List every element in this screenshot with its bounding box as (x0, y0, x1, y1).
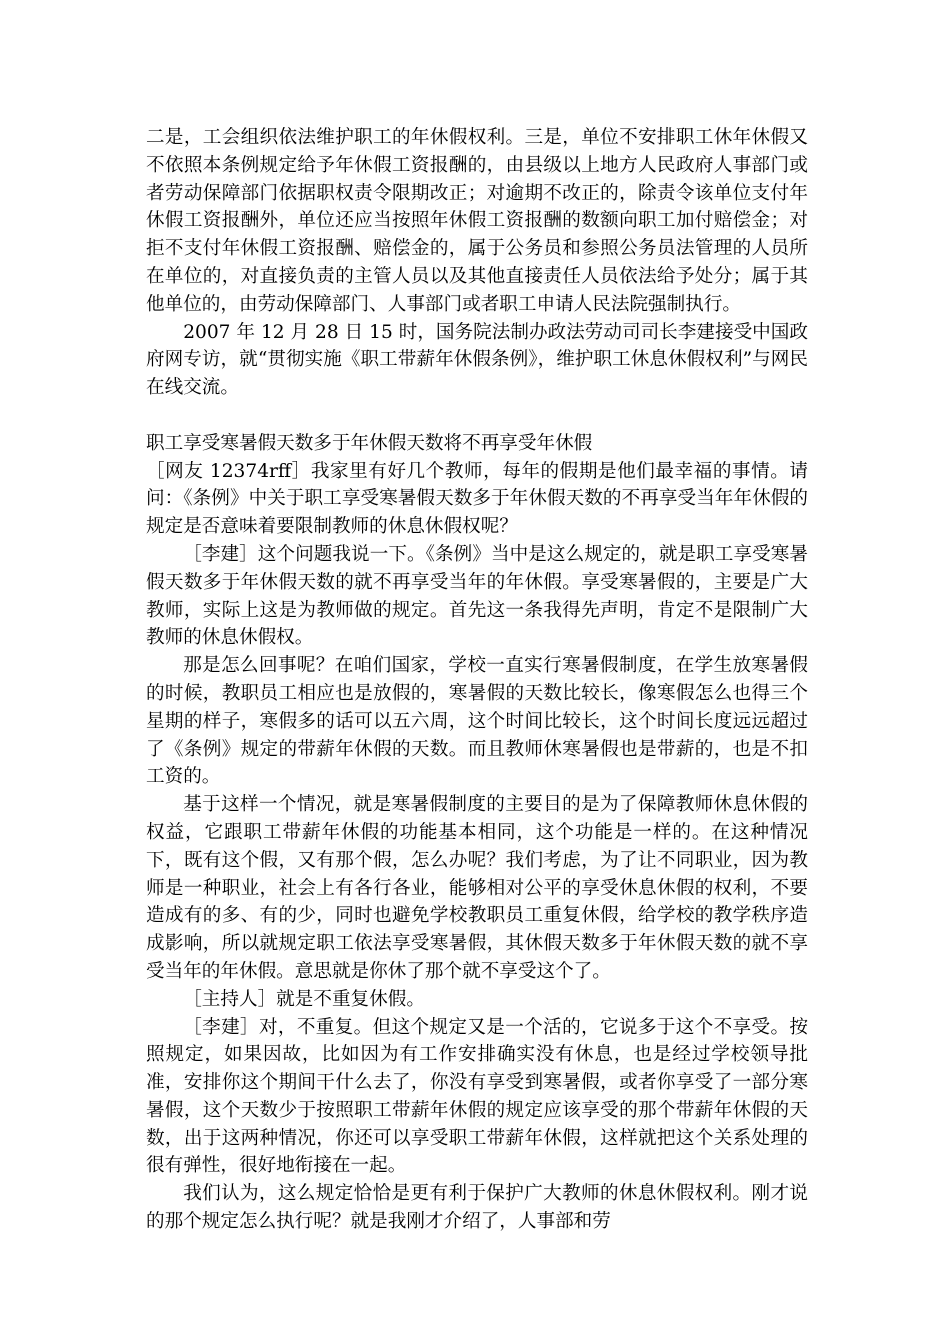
paragraph-host: ［主持人］就是不重复休假。 (183, 988, 425, 1010)
paragraph-answer-3: 基于这样一个情况，就是寒暑假制度的主要目的是为了保障教师休息休假的权益，它跟职工带薪年休假的功能基本相同，这个功能是一样的。在这种情况下，既有这个假，又有那个假，怎么办呢？我们考虑，为了让不同职业，因为教师是一种职业，社会上有各行各业，能够相对公平的享受休息休假的权利，不要造成有的多、有的少，同时也避免学校教职员工重复休假，给学校的教学秩序造成影响，所以就规定职工依法享受寒暑假，其休假天数多于年休假天数的就不享受当年的年休假。意思就是你休了那个就不享受这个了。 (146, 794, 808, 982)
paragraph-netizen-question: ［网友 12374rff］我家里有好几个教师，每年的假期是他们最幸福的事情。请问：《条例》中关于职工享受寒暑假天数多于年休假天数的不再享受当年年休假的规定是否意味着要限制教师的休息休假权呢？ (146, 460, 808, 538)
paragraph-penalties: 二是，工会组织依法维护职工的年休假权利。三是，单位不安排职工休年休假又不依照本条例规定给予年休假工资报酬的，由县级以上地方人民政府人事部门或者劳动保障部门依据职权责令限期改正；对逾期不改正的，除责令该单位支付年休假工资报酬外，单位还应当按照年休假工资报酬的数额向职工加付赔偿金；对拒不支付年休假工资报酬、赔偿金的，属于公务员和参照公务员法管理的人员所在单位的，对直接负责的主管人员以及其他直接责任人员依法给予处分；属于其他单位的，由劳动保障部门、人事部门或者职工申请人民法院强制执行。 (146, 127, 808, 315)
document-page (146, 124, 808, 1236)
paragraph-interview-intro: 2007 年 12 月 28 日 15 时，国务院法制办政法劳动司司长李建接受中国政府网专访，就“贯彻实施《职工带薪年休假条例》，维护职工休息休假权利”与网民在线交流。 (146, 321, 808, 399)
blank-line (146, 402, 808, 430)
paragraph-answer-4: ［李建］对，不重复。但这个规定又是一个活的，它说多于这个不享受。按照规定，如果因故，比如因为有工作安排确实没有休息，也是经过学校领导批准，安排你这个期间干什么去了，你没有享受到寒暑假，或者你享受了一部分寒暑假，这个天数少于按照职工带薪年休假的规定应该享受的那个带薪年休假的天数，出于这两种情况，你还可以享受职工带薪年休假，这样就把这个关系处理的很有弹性，很好地衔接在一起。 (146, 1016, 808, 1177)
paragraph-answer-2: 那是怎么回事呢？在咱们国家，学校一直实行寒暑假制度，在学生放寒暑假的时候，教职员工相应也是放假的，寒暑假的天数比较长，像寒假怎么也得三个星期的样子，寒假多的话可以五六周，这个时间比较长，这个时间长度远远超过了《条例》规定的带薪年休假的天数。而且教师休寒暑假也是带薪的，也是不扣工资的。 (146, 655, 808, 788)
paragraph-answer-1: ［李建］这个问题我说一下。《条例》当中是这么规定的，就是职工享受寒暑假天数多于年休假天数的就不再享受当年的年休假。享受寒暑假的，主要是广大教师，实际上这是为教师做的规定。首先这一条我得先声明，肯定不是限制广大教师的休息休假权。 (146, 543, 808, 649)
paragraph-answer-5: 我们认为，这么规定恰恰是更有利于保护广大教师的休息休假权利。刚才说的那个规定怎么执行呢？就是我刚才介绍了，人事部和劳 (146, 1183, 808, 1233)
section-heading: 职工享受寒暑假天数多于年休假天数将不再享受年休假 (146, 432, 593, 454)
